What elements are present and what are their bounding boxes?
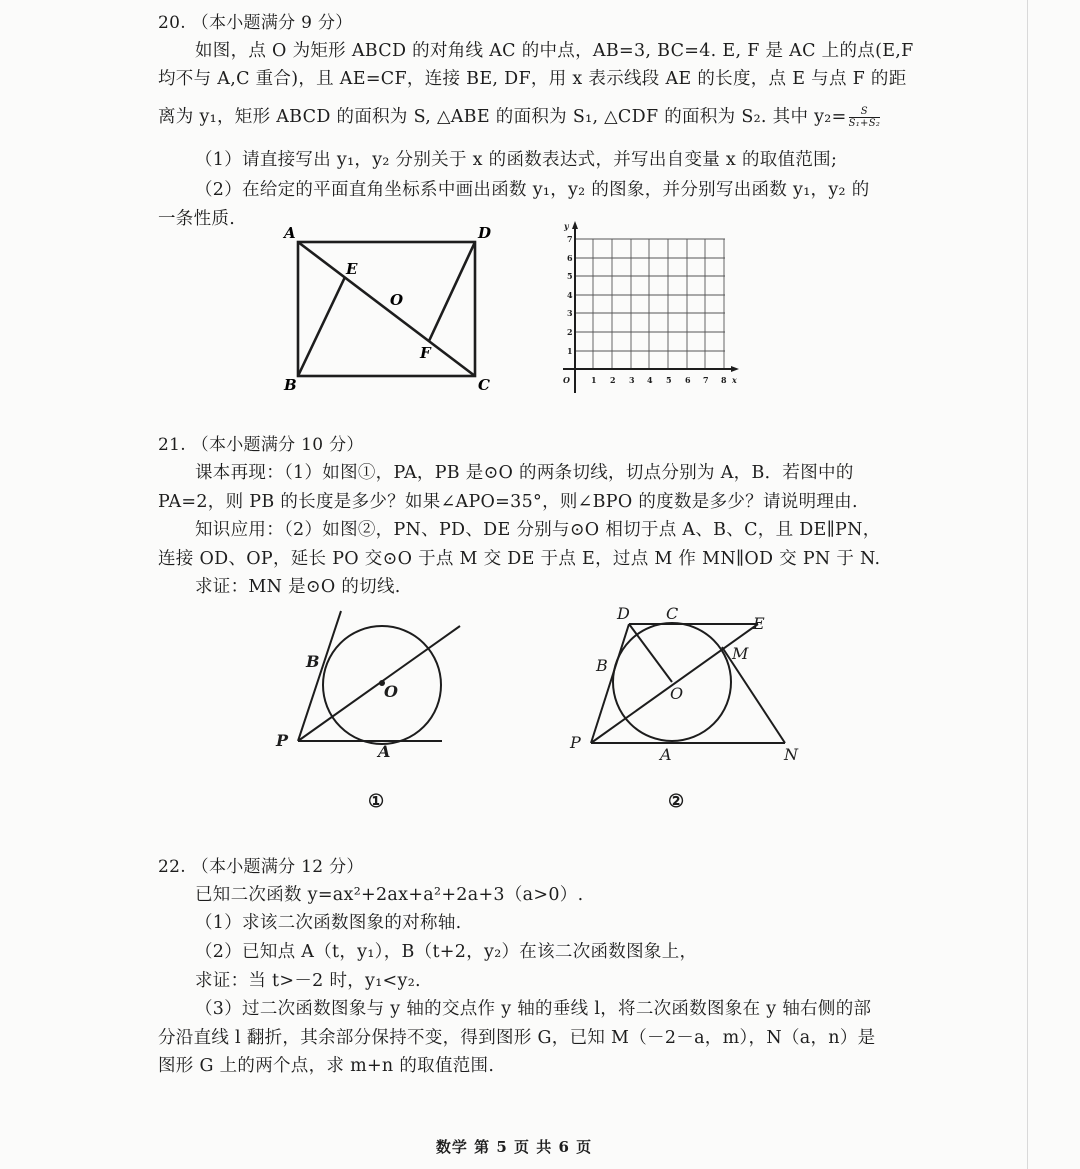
y-tick-6: 6 [567,253,573,263]
x-tick-1: 1 [591,375,597,385]
segment-be [298,277,345,376]
y-axis-label: y [564,221,569,231]
q21-line3: 知识应用：（2）如图②，PN、PD、DE 分别与⊙O 相切于点 A、B、C，且 DE∥PN， [195,520,881,540]
fig2-label-m: M [732,644,749,663]
x-tick-8: 8 [721,375,727,385]
x-tick-2: 2 [610,375,616,385]
q20-part2b: 一条性质. [158,209,236,229]
q22-line2: （1）求该二次函数图象的对称轴. [195,913,462,933]
fig2-label-d: D [617,604,630,623]
q20-fraction [849,106,881,129]
x-tick-7: 7 [703,375,709,385]
y-tick-4: 4 [567,290,573,300]
q22-line1: 已知二次函数 y=ax²+2ax+a²+2a+3（a>0）. [195,885,584,905]
q20-coordinate-grid [555,215,745,395]
x-tick-6: 6 [685,375,691,385]
fig2-label-b: B [596,656,608,675]
y-tick-3: 3 [567,308,573,318]
fig2-label-n: N [784,745,798,764]
q20-frac-num: S [849,106,881,118]
x-tick-3: 3 [629,375,635,385]
fig2-label-e: E [753,614,765,633]
q22-line3: （2）已知点 A（t，y₁），B（t+2，y₂）在该二次函数图象上， [195,942,698,962]
fig2-caption: ② [668,791,685,812]
fig1-label-a: A [378,742,391,761]
x-axis-label: x [732,375,737,385]
segment-od [629,624,672,682]
label-a: A [284,224,296,242]
q22-line4: 求证：当 t>－2 时，y₁<y₂. [195,971,421,991]
q20-line3 [158,103,880,129]
q22-heading: 22. （本小题满分 12 分） [158,857,364,877]
q22-line7: 图形 G 上的两个点，求 m+n 的取值范围. [158,1056,495,1076]
diagonal-ac [298,242,475,376]
q21-line5: 求证：MN 是⊙O 的切线. [195,577,401,597]
fig2-label-c: C [666,604,679,623]
q21-line2: PA=2，则 PB 的长度是多少？如果∠APO=35°，则∠BPO 的度数是多少？请说明理由. [158,492,858,512]
y-tick-1: 1 [567,346,573,356]
label-e: E [346,260,358,278]
q20-line1: 如图，点 O 为矩形 ABCD 的对角线 AC 的中点，AB=3, BC=4. E, F 是 AC 上的点(E,F [195,41,914,61]
page-edge [1027,0,1028,1169]
q21-line1: 课本再现：（1）如图①，PA，PB 是⊙O 的两条切线，切点分别为 A，B．若图中的 [195,463,854,483]
segment-df [429,242,475,341]
line-pd [591,624,629,743]
q20-frac-den: S₁+S₂ [848,118,881,129]
q22-line6: 分沿直线 l 翻折，其余部分保持不变，得到图形 G，已知 M（－2－a，m），N（a，n）是 [158,1028,876,1048]
q20-line2: 均不与 A,C 重合)，且 AE=CF，连接 BE, DF，用 x 表示线段 AE 的长度，点 E 与点 F 的距 [158,69,907,89]
label-c: C [478,376,490,394]
fig1-label-b: B [306,652,320,671]
fig2-label-p: P [570,733,581,752]
fig1-label-o: O [384,682,398,701]
q20-part1: （1）请直接写出 y₁，y₂ 分别关于 x 的函数表达式，并写出自变量 x 的取值范围; [195,150,838,170]
q20-rectangle-figure [270,220,500,395]
x-tick-4: 4 [647,375,653,385]
q21-figure-2 [560,598,820,814]
y-tick-2: 2 [567,327,573,337]
y-tick-7: 7 [567,234,573,244]
label-d: D [478,224,492,242]
q22-line5: （3）过二次函数图象与 y 轴的交点作 y 轴的垂线 l，将二次函数图象在 y 轴右侧的部 [195,999,872,1019]
q21-figure-1 [270,605,470,815]
y-tick-5: 5 [567,271,573,281]
fig2-label-o: O [670,684,684,703]
q21-line4: 连接 OD、OP，延长 PO 交⊙O 于点 M 交 DE 于点 E，过点 M 作 MN∥OD 交 PN 于 N. [158,549,881,569]
q20-line3-text: 离为 y₁，矩形 ABCD 的面积为 S, △ABE 的面积为 S₁, △CDF 的面积为 S₂. 其中 y₂= [158,107,847,127]
q20-part2a: （2）在给定的平面直角坐标系中画出函数 y₁，y₂ 的图象，并分别写出函数 y₁，y₂ 的 [195,180,870,200]
page-footer: 数学 第 5 页 共 6 页 [435,1138,593,1156]
origin-label: O [563,375,570,385]
label-o: O [390,291,404,309]
fig2-label-a: A [660,745,672,764]
q21-heading: 21. （本小题满分 10 分） [158,435,364,455]
fig1-label-p: P [276,731,289,750]
label-b: B [284,376,297,394]
label-f: F [420,344,431,362]
q20-heading: 20. （本小题满分 9 分） [158,13,353,33]
fig1-caption: ① [368,791,385,812]
x-tick-5: 5 [666,375,672,385]
